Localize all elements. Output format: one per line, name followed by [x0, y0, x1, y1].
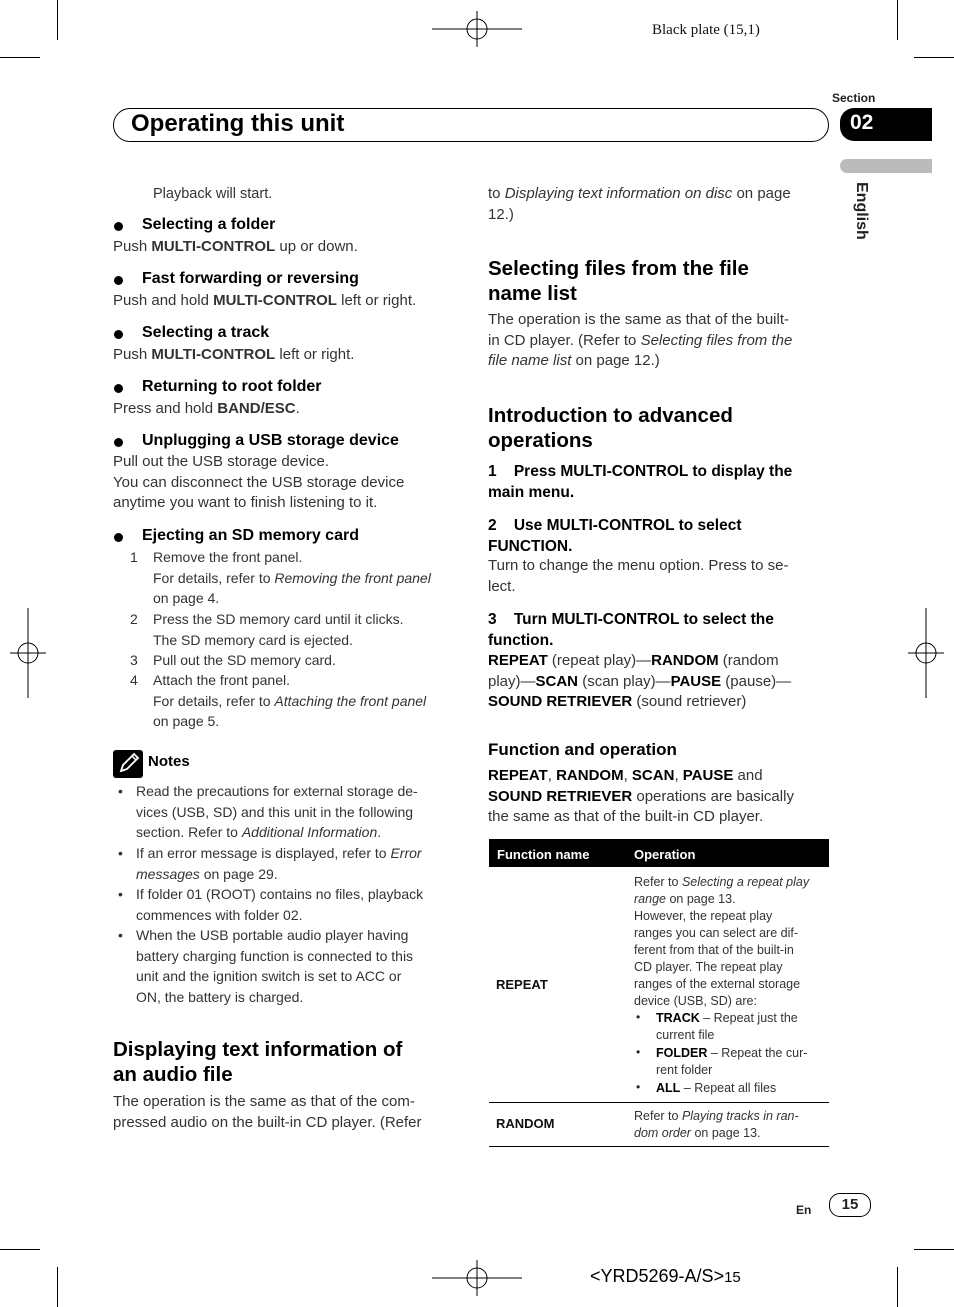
heading-unplug-usb: Unplugging a USB storage device: [142, 432, 399, 449]
table-row-random-operation: Refer to Playing tracks in ran- dom order on page 13.: [634, 1109, 799, 1140]
note-2: If an error message is displayed, refer to Error messages on page 29.: [136, 845, 422, 882]
eject-step-1: Remove the front panel. For details, refer to Removing the front panel on page 4.: [153, 549, 431, 606]
bullet-icon: •: [118, 927, 123, 943]
bullet-icon: •: [118, 886, 123, 902]
notes-label: Notes: [148, 753, 190, 770]
pencil-icon: [113, 750, 143, 778]
crop-mark: [0, 1249, 40, 1250]
heading-eject-sd: Ejecting an SD memory card: [142, 527, 359, 544]
text-selecting-folder: Push MULTI-CONTROL up or down.: [113, 238, 358, 255]
bullet-icon: [114, 330, 123, 339]
step-number: 2: [130, 611, 138, 627]
text-displaying-text: The operation is the same as that of the com- pressed audio on the built-in CD player. (Refer: [113, 1093, 422, 1131]
heading-selecting-folder: Selecting a folder: [142, 216, 276, 233]
page-number: 15: [829, 1193, 871, 1217]
crop-mark: [914, 57, 954, 58]
text-function-operation: REPEAT, RANDOM, SCAN, PAUSE and SOUND RETRIEVER operations are basically the same as that of the built-in CD player.: [488, 767, 794, 825]
crop-mark: [57, 1267, 58, 1307]
text-root-folder: Press and hold BAND/ESC.: [113, 400, 300, 417]
text-step-2: Turn to change the menu option. Press to se- lect.: [488, 557, 789, 595]
bullet-icon: [114, 438, 123, 447]
column-header-operation: Operation: [634, 847, 696, 862]
text-continued: to Displaying text information on disc on page 12.): [488, 185, 791, 223]
eject-step-4: Attach the front panel. For details, refer to Attaching the front panel on page 5.: [153, 672, 427, 729]
section-label: Section: [832, 91, 876, 105]
crop-mark: [914, 1249, 954, 1250]
step-1: 1 Press MULTI-CONTROL to display the main menu.: [488, 463, 793, 501]
language-code: En: [796, 1203, 812, 1217]
page-title: Operating this unit: [131, 110, 345, 137]
step-number: 4: [130, 672, 138, 688]
plate-label: Black plate (15,1): [652, 22, 760, 38]
bullet-icon: •: [636, 1080, 641, 1094]
bullet-icon: [114, 222, 123, 231]
crop-mark: [0, 57, 40, 58]
column-header-function: Function name: [497, 847, 590, 862]
heading-root-folder: Returning to root folder: [142, 378, 322, 395]
intro-line: Playback will start.: [153, 186, 273, 202]
language-tab: [840, 159, 932, 173]
crop-mark: [897, 0, 898, 40]
crop-mark: [57, 0, 58, 40]
repeat-option-track: TRACK – Repeat just the current file: [656, 1011, 798, 1042]
registration-mark-bottom: [430, 1259, 524, 1297]
bullet-icon: •: [636, 1045, 641, 1059]
heading-introduction: Introduction to advanced operations: [488, 404, 733, 452]
language-label: English: [853, 182, 870, 240]
bullet-icon: [114, 533, 123, 542]
document-code: <YRD5269-A/S>15: [590, 1266, 741, 1286]
note-1: Read the precautions for external storage de- vices (USB, SD) and this unit in the following section. Refer to Additional Information.: [136, 783, 418, 840]
section-number: 02: [850, 111, 874, 134]
bullet-icon: •: [118, 845, 123, 861]
text-selecting-files: The operation is the same as that of the built- in CD player. (Refer to Selecting files from the file name list on page 12.): [488, 311, 793, 369]
table-row-random-name: RANDOM: [496, 1116, 555, 1131]
bullet-icon: •: [636, 1010, 641, 1024]
text-unplug-usb: Pull out the USB storage device. You can disconnect the USB storage device anytime you want to finish listening to it.: [113, 453, 405, 511]
step-2: 2 Use MULTI-CONTROL to select FUNCTION.: [488, 517, 742, 555]
text-fast-forward: Push and hold MULTI-CONTROL left or right.: [113, 292, 417, 309]
bullet-icon: [114, 276, 123, 285]
heading-selecting-track: Selecting a track: [142, 324, 270, 341]
registration-mark-top: [430, 10, 524, 48]
registration-mark-left: [9, 606, 47, 700]
repeat-option-folder: FOLDER – Repeat the cur- rent folder: [656, 1046, 808, 1077]
step-number: 3: [130, 652, 138, 668]
registration-mark-right: [907, 606, 945, 700]
eject-step-3: Pull out the SD memory card.: [153, 652, 336, 668]
note-3: If folder 01 (ROOT) contains no files, playback commences with folder 02.: [136, 886, 424, 923]
note-4: When the USB portable audio player having battery charging function is connected to this unit and the ignition switch is set to ACC or ON, the battery is charged.: [136, 927, 414, 1005]
heading-fast-forward: Fast forwarding or reversing: [142, 270, 359, 287]
eject-step-2: Press the SD memory card until it clicks. The SD memory card is ejected.: [153, 611, 404, 648]
table-divider: [489, 1102, 829, 1103]
table-row-repeat-name: REPEAT: [496, 977, 548, 992]
heading-selecting-files: Selecting files from the file name list: [488, 257, 749, 305]
heading-function-operation: Function and operation: [488, 740, 677, 759]
step-3: 3 Turn MULTI-CONTROL to select the function.: [488, 611, 774, 649]
heading-displaying-text: Displaying text information of an audio file: [113, 1038, 403, 1086]
bullet-icon: •: [118, 783, 123, 799]
step-number: 1: [130, 549, 138, 565]
table-row-repeat-operation: Refer to Selecting a repeat play range on page 13. However, the repeat play ranges you can select are dif- ferent from that of the built-in CD player. The repeat play ranges of the external storage device (USB, SD) are:: [634, 875, 810, 1008]
table-bottom-border: [489, 1146, 829, 1147]
text-selecting-track: Push MULTI-CONTROL left or right.: [113, 346, 355, 363]
repeat-option-all: ALL – Repeat all files: [656, 1081, 777, 1095]
bullet-icon: [114, 384, 123, 393]
function-options: REPEAT (repeat play)—RANDOM (random play)—SCAN (scan play)—PAUSE (pause)— SOUND RETRIEVER (sound retriever): [488, 652, 792, 710]
crop-mark: [897, 1267, 898, 1307]
